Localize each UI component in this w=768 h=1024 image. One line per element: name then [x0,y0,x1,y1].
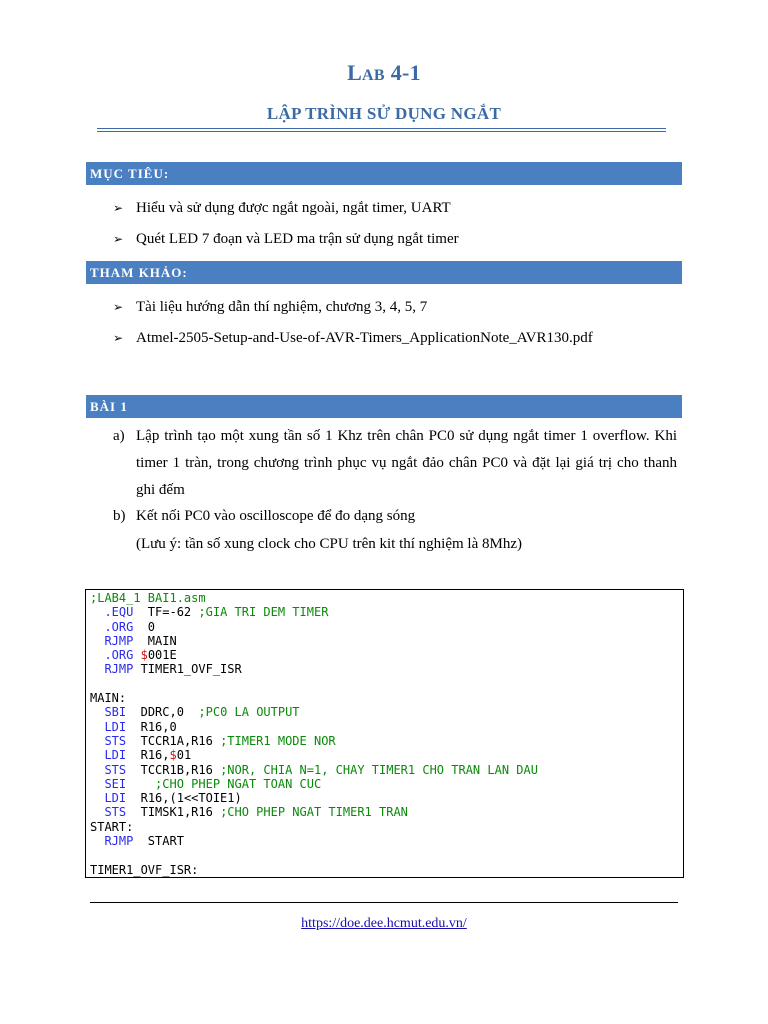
code-line [90,777,679,791]
code-token: DDRC,0 [126,705,199,720]
code-line [90,591,679,605]
code-token: ;GIA TRI DEM TIMER [198,605,329,620]
reference-text: Atmel-2505-Setup-and-Use-of-AVR-Timers_ApplicationNote_AVR130.pdf [136,330,593,346]
code-line [90,691,679,705]
code-token: TIMER1_OVF_ISR: [90,862,199,877]
arrow-bullet-icon: ➢ [113,331,124,345]
code-token [90,763,104,777]
lab-title [0,60,768,86]
lab-title-number: 4-1 [390,60,421,85]
code-token: R16,0 [126,719,177,734]
code-token [90,662,104,676]
code-token: MAIN: [90,691,127,706]
objective-text: Hiểu và sử dụng được ngắt ngoài, ngắt timer, UART [136,200,451,216]
exercise-item-text: Kết nối PC0 vào oscilloscope để đo dạng sóng [136,508,416,524]
code-token [90,705,104,719]
exercise-item-b [113,503,677,530]
code-token: RJMP [104,834,134,849]
code-line [90,791,679,805]
section-exercise-header: BÀI 1 [86,395,682,418]
code-line [90,662,679,676]
code-line [90,763,679,777]
arrow-bullet-icon: ➢ [113,232,124,246]
code-token [90,777,104,791]
code-token: .EQU [104,605,134,620]
exercise-item-a [113,423,677,504]
code-token [90,748,104,762]
code-line [90,863,679,877]
footer-link[interactable]: https://doe.dee.hcmut.edu.vn/ [301,916,467,931]
title-divider [97,128,666,129]
code-line [90,648,679,662]
code-token: TIMSK1,R16 [126,805,221,820]
code-line [90,734,679,748]
code-token: TCCR1B,R16 [126,762,221,777]
code-token [90,634,104,648]
code-token: TF=-62 [133,605,199,620]
code-line [90,848,679,862]
code-token: STS [104,805,127,820]
code-token: RJMP [104,662,134,677]
lab-title-prefix: L [347,60,363,85]
code-token [90,620,104,634]
code-token [90,734,104,748]
exercise-note: (Lưu ý: tần số xung clock cho CPU trên kit thí nghiệm là 8Mhz) [136,536,522,552]
code-token: TIMER1_OVF_ISR [133,662,242,677]
exercise-item-text: Lập trình tạo một xung tần số 1 Khz trên chân PC0 sử dụng ngắt timer 1 overflow. Khi timer 1 tràn, trong chương trình phục vụ ngắt đảo chân PC0 và đặt lại giá trị cho thanh ghi đếm [136,428,677,498]
code-token: START [133,834,184,849]
code-token: ;CHO PHEP NGAT TIMER1 TRAN [220,805,408,820]
code-token [90,805,104,819]
code-line [90,748,679,762]
code-line [90,605,679,619]
section-references-header: THAM KHẢO: [86,261,682,284]
code-token [133,648,140,662]
code-token: LDI [104,791,127,806]
code-line [90,677,679,691]
code-token: ;PC0 LA OUTPUT [198,705,300,720]
code-line [90,834,679,848]
arrow-bullet-icon: ➢ [113,201,124,215]
code-token: LDI [104,748,127,763]
title-divider-secondary [97,131,666,132]
code-token [90,791,104,805]
objective-item [113,229,459,249]
code-token: .ORG [104,619,134,634]
code-token: SEI [104,776,127,791]
objective-item [113,198,451,218]
code-token [90,648,104,662]
code-token: ;LAB4_1 BAI1.asm [90,591,206,605]
code-token: ;CHO PHEP NGAT TOAN CUC [155,776,322,791]
code-token: MAIN [133,633,177,648]
code-token [90,605,104,619]
code-token [126,777,155,791]
code-line [90,705,679,719]
reference-item [113,297,427,317]
page-subtitle: LẬP TRÌNH SỬ DỤNG NGẮT [266,104,502,123]
code-token: .ORG [104,648,134,663]
exercise-item-label: a) [113,428,125,444]
code-token: LDI [104,719,127,734]
code-token: $ [140,648,148,663]
code-token: R16,(1<<TOIE1) [126,791,242,806]
code-token: 001E [147,648,177,663]
code-token: ;NOR, CHIA N=1, CHAY TIMER1 CHO TRAN LAN DAU [220,762,538,777]
code-token: $ [169,748,177,763]
arrow-bullet-icon: ➢ [113,300,124,314]
code-token: R16, [126,748,170,763]
code-line [90,634,679,648]
lab-title-smallcaps: AB [362,67,385,84]
code-token [90,834,104,848]
code-token: ;TIMER1 MODE NOR [220,733,336,748]
code-token: STS [104,733,127,748]
exercise-item-label: b) [113,508,126,524]
code-line [90,805,679,819]
footer-divider [90,902,678,903]
reference-item [113,328,593,348]
code-line [90,620,679,634]
code-line [90,720,679,734]
code-token: TCCR1A,R16 [126,733,221,748]
code-line [90,820,679,834]
code-token: SBI [104,705,127,720]
code-token: RJMP [104,633,134,648]
code-token: STS [104,762,127,777]
code-token: 01 [176,748,192,763]
code-token: 0 [133,619,156,634]
section-objectives-header: MỤC TIÊU: [86,162,682,185]
code-listing [85,589,684,878]
reference-text: Tài liệu hướng dẫn thí nghiệm, chương 3, 4, 5, 7 [136,299,428,315]
objective-text: Quét LED 7 đoạn và LED ma trận sử dụng ngắt timer [136,231,459,247]
code-token [90,720,104,734]
code-token: START: [90,819,134,834]
